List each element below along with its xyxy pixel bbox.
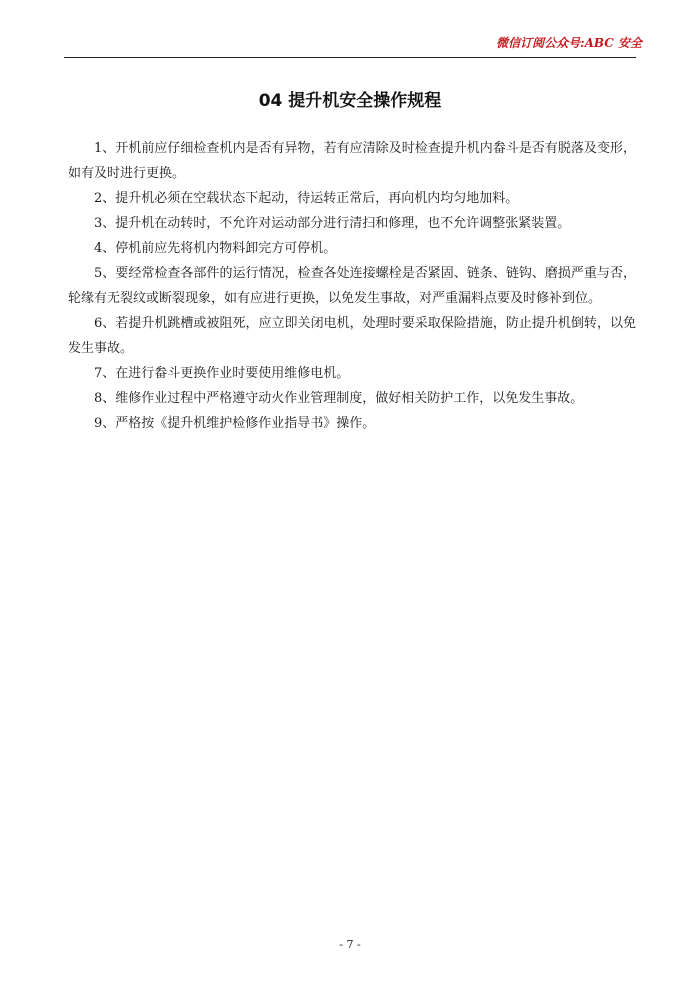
document-body: [68, 136, 636, 436]
paragraph-6: 6、若提升机跳槽或被阻死，应立即关闭电机，处理时要采取保险措施，防止提升机倒转，以免发生事故。: [68, 316, 636, 356]
header-divider: [64, 57, 636, 58]
document-title: 04 提升机安全操作规程: [258, 91, 442, 111]
paragraph-9: 9、严格按《提升机维护检修作业指导书》操作。: [94, 416, 376, 431]
header-wechat-label: 微信订阅公众号:ABC 安全: [496, 36, 642, 50]
paragraph-4: 4、停机前应先将机内物料卸完方可停机。: [94, 241, 337, 256]
paragraph-8: 8、维修作业过程中严格遵守动火作业管理制度，做好相关防护工作，以免发生事故。: [94, 391, 584, 406]
paragraph-3: 3、提升机在动转时，不允许对运动部分进行清扫和修理，也不允许调整张紧装置。: [94, 216, 571, 231]
page-number: - 7 -: [339, 938, 361, 951]
paragraph-2: 2、提升机必须在空载状态下起动，待运转正常后，再向机内均匀地加料。: [94, 191, 519, 206]
paragraph-5: 5、要经常检查各部件的运行情况，检查各处连接螺栓是否紧固、链条、链钩、磨损严重与否，轮缘有无裂纹或断裂现象，如有应进行更换，以免发生事故，对严重漏料点要及时修补到位。: [68, 266, 636, 306]
paragraph-7: 7、在进行畚斗更换作业时要使用维修电机。: [94, 366, 350, 381]
paragraph-1: 1、开机前应仔细检查机内是否有异物，若有应清除及时检查提升机内畚斗是否有脱落及变形，如有及时进行更换。: [68, 141, 636, 181]
